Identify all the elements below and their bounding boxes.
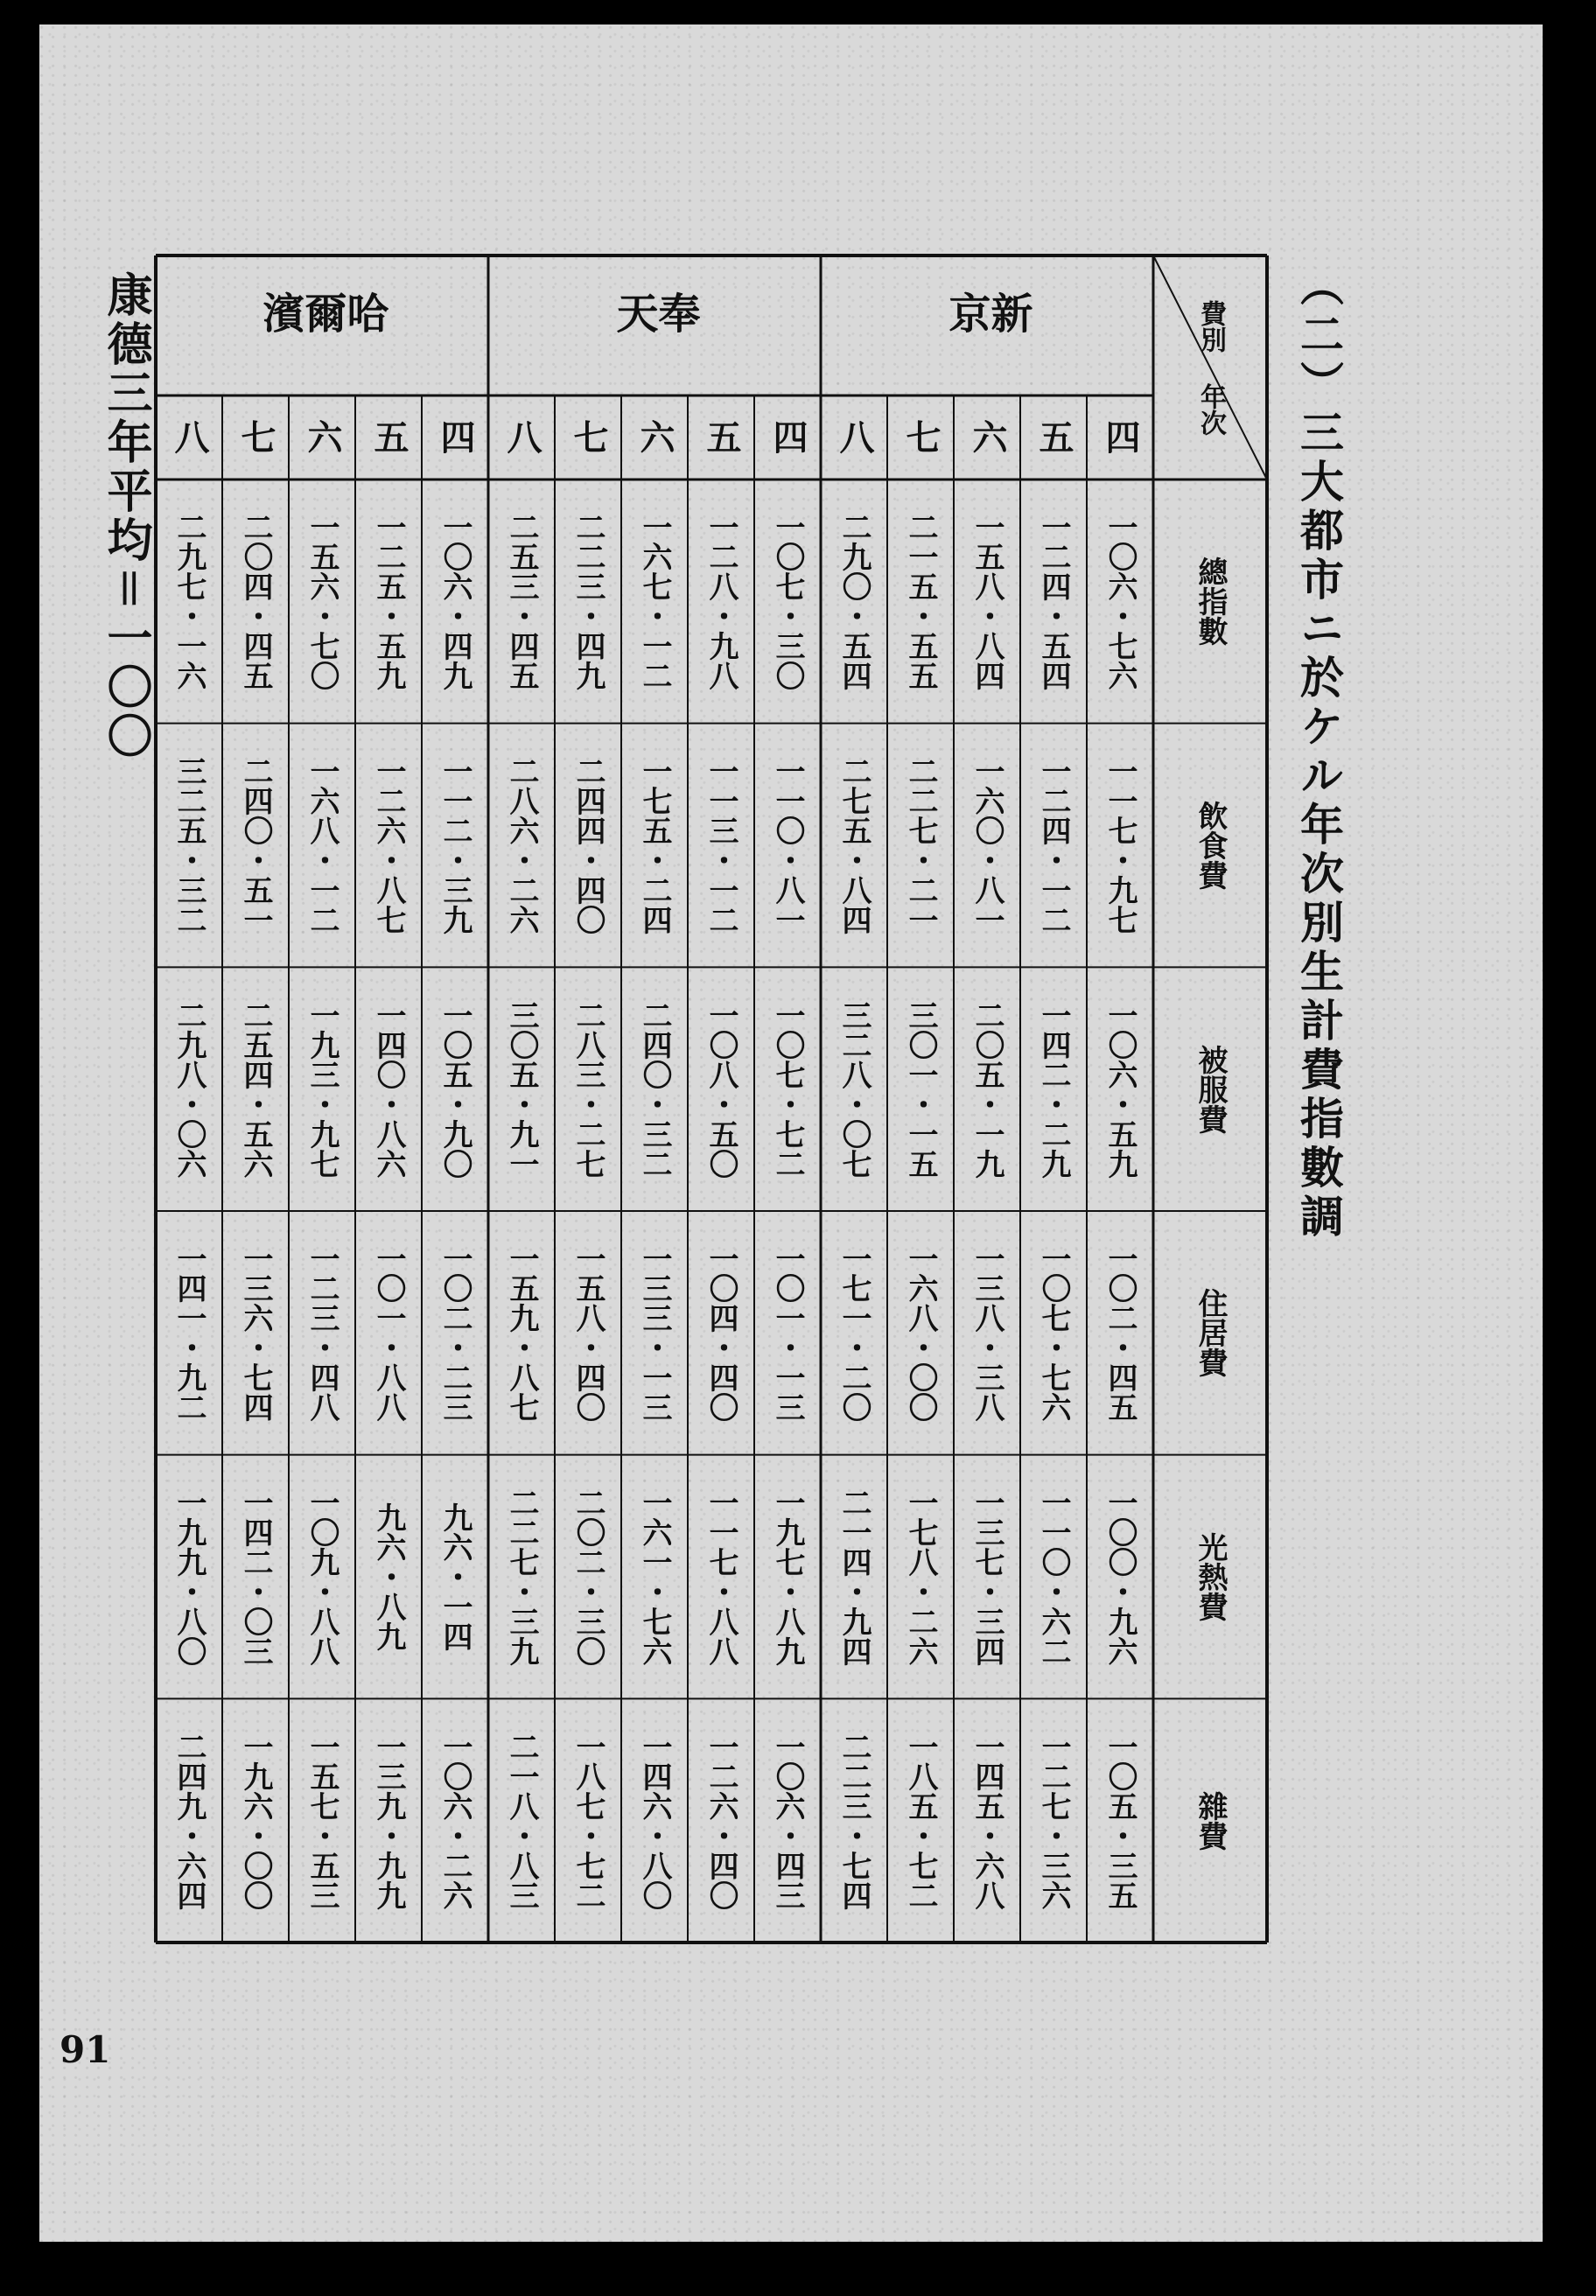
value-cell: 一六八・一二 bbox=[304, 755, 340, 934]
value-cell: 一六八・〇〇 bbox=[903, 1243, 938, 1423]
value-cell: 二九八・〇六 bbox=[172, 999, 206, 1179]
value-cell: 一二八・九八 bbox=[704, 512, 738, 691]
year-cell: 四 bbox=[435, 419, 476, 456]
page-title: （二）三大都市ニ於ケル年次別生計費指數調 bbox=[1293, 262, 1345, 1242]
value-cell: 三二五・三二 bbox=[172, 755, 206, 934]
value-cell: 二四四・四〇 bbox=[570, 755, 606, 934]
value-cell: 一五七・五三 bbox=[304, 1731, 340, 1910]
value-cell: 一四二・二九 bbox=[1036, 999, 1071, 1179]
value-cell: 一四二・〇三 bbox=[238, 1487, 273, 1666]
year-cell: 四 bbox=[1100, 419, 1141, 456]
value-cell: 二九〇・五四 bbox=[836, 512, 872, 691]
value-cell: 一〇六・二六 bbox=[438, 1731, 472, 1910]
year-cell: 五 bbox=[1033, 419, 1074, 456]
value-cell: 一一二・三九 bbox=[438, 755, 472, 934]
category-label: 住居費 bbox=[1193, 1288, 1228, 1378]
city-header: 新京 bbox=[942, 291, 1032, 360]
value-cell: 二一四・九四 bbox=[836, 1487, 872, 1666]
value-cell: 二〇五・一九 bbox=[970, 999, 1004, 1179]
value-cell: 一七五・二四 bbox=[637, 755, 672, 934]
value-cell: 一五六・七〇 bbox=[304, 512, 340, 691]
value-cell: 一八七・七二 bbox=[570, 1731, 606, 1910]
value-cell: 一六〇・八一 bbox=[970, 755, 1004, 934]
value-cell: 一四六・八〇 bbox=[637, 1731, 672, 1910]
value-cell: 一七一・二〇 bbox=[836, 1243, 872, 1423]
year-cell: 八 bbox=[501, 419, 542, 456]
value-cell: 一〇五・三五 bbox=[1102, 1731, 1138, 1910]
value-cell: 二八三・二七 bbox=[570, 999, 606, 1179]
value-cell: 九六・八九 bbox=[371, 1502, 406, 1651]
value-cell: 二〇二・三〇 bbox=[570, 1487, 606, 1666]
value-cell: 一九七・八九 bbox=[770, 1487, 805, 1666]
city-header: 奉天 bbox=[609, 291, 700, 360]
value-cell: 二一八・八三 bbox=[504, 1731, 539, 1910]
year-cell: 六 bbox=[967, 419, 1008, 456]
value-cell: 一五八・八四 bbox=[970, 512, 1004, 691]
value-cell: 九六・一四 bbox=[438, 1502, 472, 1651]
value-cell: 一一〇・六二 bbox=[1036, 1487, 1071, 1666]
city-header: 哈爾濱 bbox=[256, 291, 388, 360]
value-cell: 一二五・五九 bbox=[371, 512, 406, 691]
year-cell: 七 bbox=[568, 419, 609, 456]
value-cell: 一〇一・八八 bbox=[371, 1243, 406, 1423]
category-label: 被服費 bbox=[1193, 1044, 1228, 1134]
value-cell: 一〇六・五九 bbox=[1102, 999, 1138, 1179]
year-cell: 八 bbox=[169, 419, 210, 456]
value-cell: 一〇七・七二 bbox=[770, 999, 805, 1179]
value-cell: 一〇六・四九 bbox=[438, 512, 472, 691]
value-cell: 二〇四・四五 bbox=[238, 512, 273, 691]
value-cell: 二五四・五六 bbox=[238, 999, 273, 1179]
value-cell: 三〇五・九一 bbox=[504, 999, 539, 1179]
value-cell: 一〇二・四五 bbox=[1102, 1243, 1138, 1423]
value-cell: 二五三・四五 bbox=[504, 512, 539, 691]
value-cell: 一一七・九七 bbox=[1102, 755, 1138, 934]
corner-label: 費別 年次 bbox=[1195, 299, 1226, 436]
value-cell: 一五八・四〇 bbox=[570, 1243, 606, 1423]
value-cell: 一二六・八七 bbox=[371, 755, 406, 934]
value-cell: 二二三・四九 bbox=[570, 512, 606, 691]
year-cell: 六 bbox=[634, 419, 676, 456]
value-cell: 一一三・一二 bbox=[704, 755, 738, 934]
year-cell: 四 bbox=[767, 419, 808, 456]
value-cell: 二八六・二六 bbox=[504, 755, 539, 934]
value-cell: 一一七・八八 bbox=[704, 1487, 738, 1666]
value-cell: 一八五・七二 bbox=[903, 1731, 938, 1910]
value-cell: 二四九・六四 bbox=[172, 1731, 206, 1910]
value-cell: 二四〇・三二 bbox=[637, 999, 672, 1179]
value-cell: 一九六・〇〇 bbox=[238, 1731, 273, 1910]
page-number: 91 bbox=[60, 2028, 111, 2071]
value-cell: 一一〇・八一 bbox=[770, 755, 805, 934]
value-cell: 一〇九・八八 bbox=[304, 1487, 340, 1666]
value-cell: 一九九・八〇 bbox=[172, 1487, 206, 1666]
value-cell: 一六一・七六 bbox=[637, 1487, 672, 1666]
year-cell: 五 bbox=[701, 419, 742, 456]
value-cell: 一〇二・二三 bbox=[438, 1243, 472, 1423]
value-cell: 二二七・二一 bbox=[903, 755, 938, 934]
value-cell: 二二七・三九 bbox=[504, 1487, 539, 1666]
value-cell: 一三六・七四 bbox=[238, 1243, 273, 1423]
value-cell: 一二四・五四 bbox=[1036, 512, 1071, 691]
category-label: 雜費 bbox=[1193, 1790, 1228, 1851]
value-cell: 二二三・七四 bbox=[836, 1731, 872, 1910]
value-cell: 一二六・四〇 bbox=[704, 1731, 738, 1910]
value-cell: 一四一・九二 bbox=[172, 1243, 206, 1423]
value-cell: 一〇一・一三 bbox=[770, 1243, 805, 1423]
value-cell: 一〇六・四三 bbox=[770, 1731, 805, 1910]
base-note: 康德三年平均＝一〇〇 bbox=[99, 271, 152, 761]
value-cell: 一〇〇・九六 bbox=[1102, 1487, 1138, 1666]
year-cell: 六 bbox=[302, 419, 343, 456]
value-cell: 一四〇・八六 bbox=[371, 999, 406, 1179]
value-cell: 一六七・一二 bbox=[637, 512, 672, 691]
value-cell: 一三三・一三 bbox=[637, 1243, 672, 1423]
value-cell: 一〇七・三〇 bbox=[770, 512, 805, 691]
value-cell: 一二七・三六 bbox=[1036, 1731, 1071, 1910]
value-cell: 一九三・九七 bbox=[304, 999, 340, 1179]
value-cell: 三〇一・一五 bbox=[903, 999, 938, 1179]
year-cell: 五 bbox=[368, 419, 410, 456]
year-cell: 八 bbox=[834, 419, 875, 456]
value-cell: 一〇五・九〇 bbox=[438, 999, 472, 1179]
year-cell: 七 bbox=[235, 419, 276, 456]
category-label: 總指數 bbox=[1193, 556, 1228, 647]
value-cell: 一三九・九九 bbox=[371, 1731, 406, 1910]
value-cell: 二九七・一六 bbox=[172, 512, 206, 691]
value-cell: 三二八・〇七 bbox=[836, 999, 872, 1179]
year-cell: 七 bbox=[900, 419, 942, 456]
category-label: 光熱費 bbox=[1193, 1531, 1228, 1621]
value-cell: 一二三・四八 bbox=[304, 1243, 340, 1423]
value-cell: 一七八・二六 bbox=[903, 1487, 938, 1666]
value-cell: 一〇七・七六 bbox=[1036, 1243, 1071, 1423]
category-label: 飲食費 bbox=[1193, 800, 1228, 890]
value-cell: 一〇四・四〇 bbox=[704, 1243, 738, 1423]
value-cell: 一三七・三四 bbox=[970, 1487, 1004, 1666]
value-cell: 一〇六・七六 bbox=[1102, 512, 1138, 691]
value-cell: 二一五・五五 bbox=[903, 512, 938, 691]
value-cell: 二七五・八四 bbox=[836, 755, 872, 934]
value-cell: 二四〇・五一 bbox=[238, 755, 273, 934]
value-cell: 一四五・六八 bbox=[970, 1731, 1004, 1910]
value-cell: 一三八・三八 bbox=[970, 1243, 1004, 1423]
value-cell: 一五九・八七 bbox=[504, 1243, 539, 1423]
value-cell: 一二四・一二 bbox=[1036, 755, 1071, 934]
value-cell: 一〇八・五〇 bbox=[704, 999, 738, 1179]
